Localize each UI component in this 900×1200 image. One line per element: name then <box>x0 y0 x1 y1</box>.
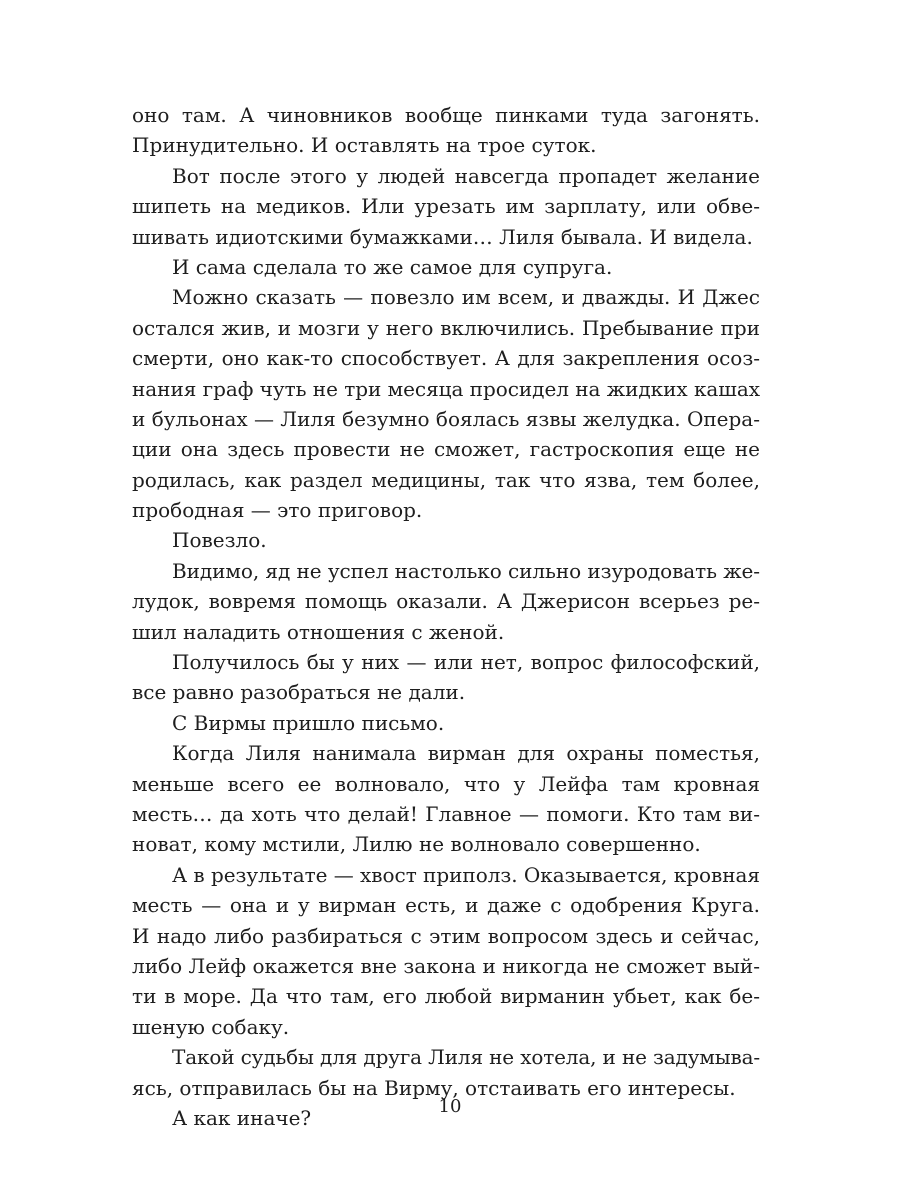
text-line: лудок, вовремя помощь оказали. А Джерисон всерьез ре- <box>132 589 760 614</box>
text-line: оно там. А чиновников вообще пинками туда загонять. <box>132 103 760 127</box>
text-line: месть… да хоть что делай! Главное — помоги. Кто там ви- <box>132 801 760 826</box>
text-line: ции она здесь провести не сможет, гастроскопия еще не <box>132 437 760 462</box>
text-line: А в результате — хвост приполз. Оказывается, кровная <box>172 862 760 887</box>
text-line: смерти, оно как-то способствует. А для закрепления осоз- <box>132 346 760 371</box>
text-line: родилась, как раздел медицины, так что язва, тем более, <box>132 467 760 492</box>
text-line: Получилось бы у них — или нет, вопрос философский, <box>172 650 760 675</box>
text-line: Такой судьбы для друга Лиля не хотела, и не задумыва- <box>172 1045 760 1070</box>
text-line: Повезло. <box>172 528 267 553</box>
text-line: Можно сказать — повезло им всем, и дважды. И Джес <box>172 285 760 310</box>
text-line: Принудительно. И оставлять на трое суток. <box>132 133 597 158</box>
text-line: нания граф чуть не три месяца просидел на жидких кашах <box>132 376 760 401</box>
text-line: месть — она и у вирман есть, и даже с одобрения Круга. <box>132 893 760 918</box>
text-line: Видимо, яд не успел настолько сильно изуродовать же- <box>172 558 760 583</box>
text-line: остался жив, и мозги у него включились. Пребывание при <box>132 315 760 340</box>
text-line: и бульонах — Лиля безумно боялась язвы желудка. Опера- <box>132 406 760 431</box>
page-number: 10 <box>438 1096 462 1117</box>
text-line: ти в море. Да что там, его любой вирманин убьет, как бе- <box>132 984 760 1009</box>
text-line: А как иначе? <box>172 1105 312 1130</box>
text-line: прободная — это приговор. <box>132 498 423 523</box>
text-line: Когда Лиля нанимала вирман для охраны поместья, <box>172 741 760 766</box>
text-line: шеную собаку. <box>132 1014 290 1039</box>
text-line: меньше всего ее волновало, что у Лейфа там кровная <box>132 771 760 796</box>
text-line: новат, кому мстили, Лилю не волновало совершенно. <box>132 832 701 857</box>
text-line: все равно разобраться не дали. <box>132 680 466 705</box>
text-line: С Вирмы пришло письмо. <box>172 710 445 735</box>
text-line: шивать идиотскими бумажками… Лиля бывала. И видела. <box>132 224 753 249</box>
text-line: Вот после этого у людей навсегда пропадет желание <box>172 163 760 188</box>
text-line: ясь, отправилась бы на Вирму, отстаивать его интересы. <box>132 1075 736 1100</box>
text-line: И сама сделала то же самое для супруга. <box>172 254 613 279</box>
page-body-text <box>132 100 760 1133</box>
text-line: либо Лейф окажется вне закона и никогда не сможет вый- <box>132 953 760 978</box>
text-line: шил наладить отношения с женой. <box>132 619 505 644</box>
text-line: шипеть на медиков. Или урезать им зарплату, или обве- <box>132 194 760 219</box>
text-line: И надо либо разбираться с этим вопросом здесь и сейчас, <box>132 923 760 948</box>
